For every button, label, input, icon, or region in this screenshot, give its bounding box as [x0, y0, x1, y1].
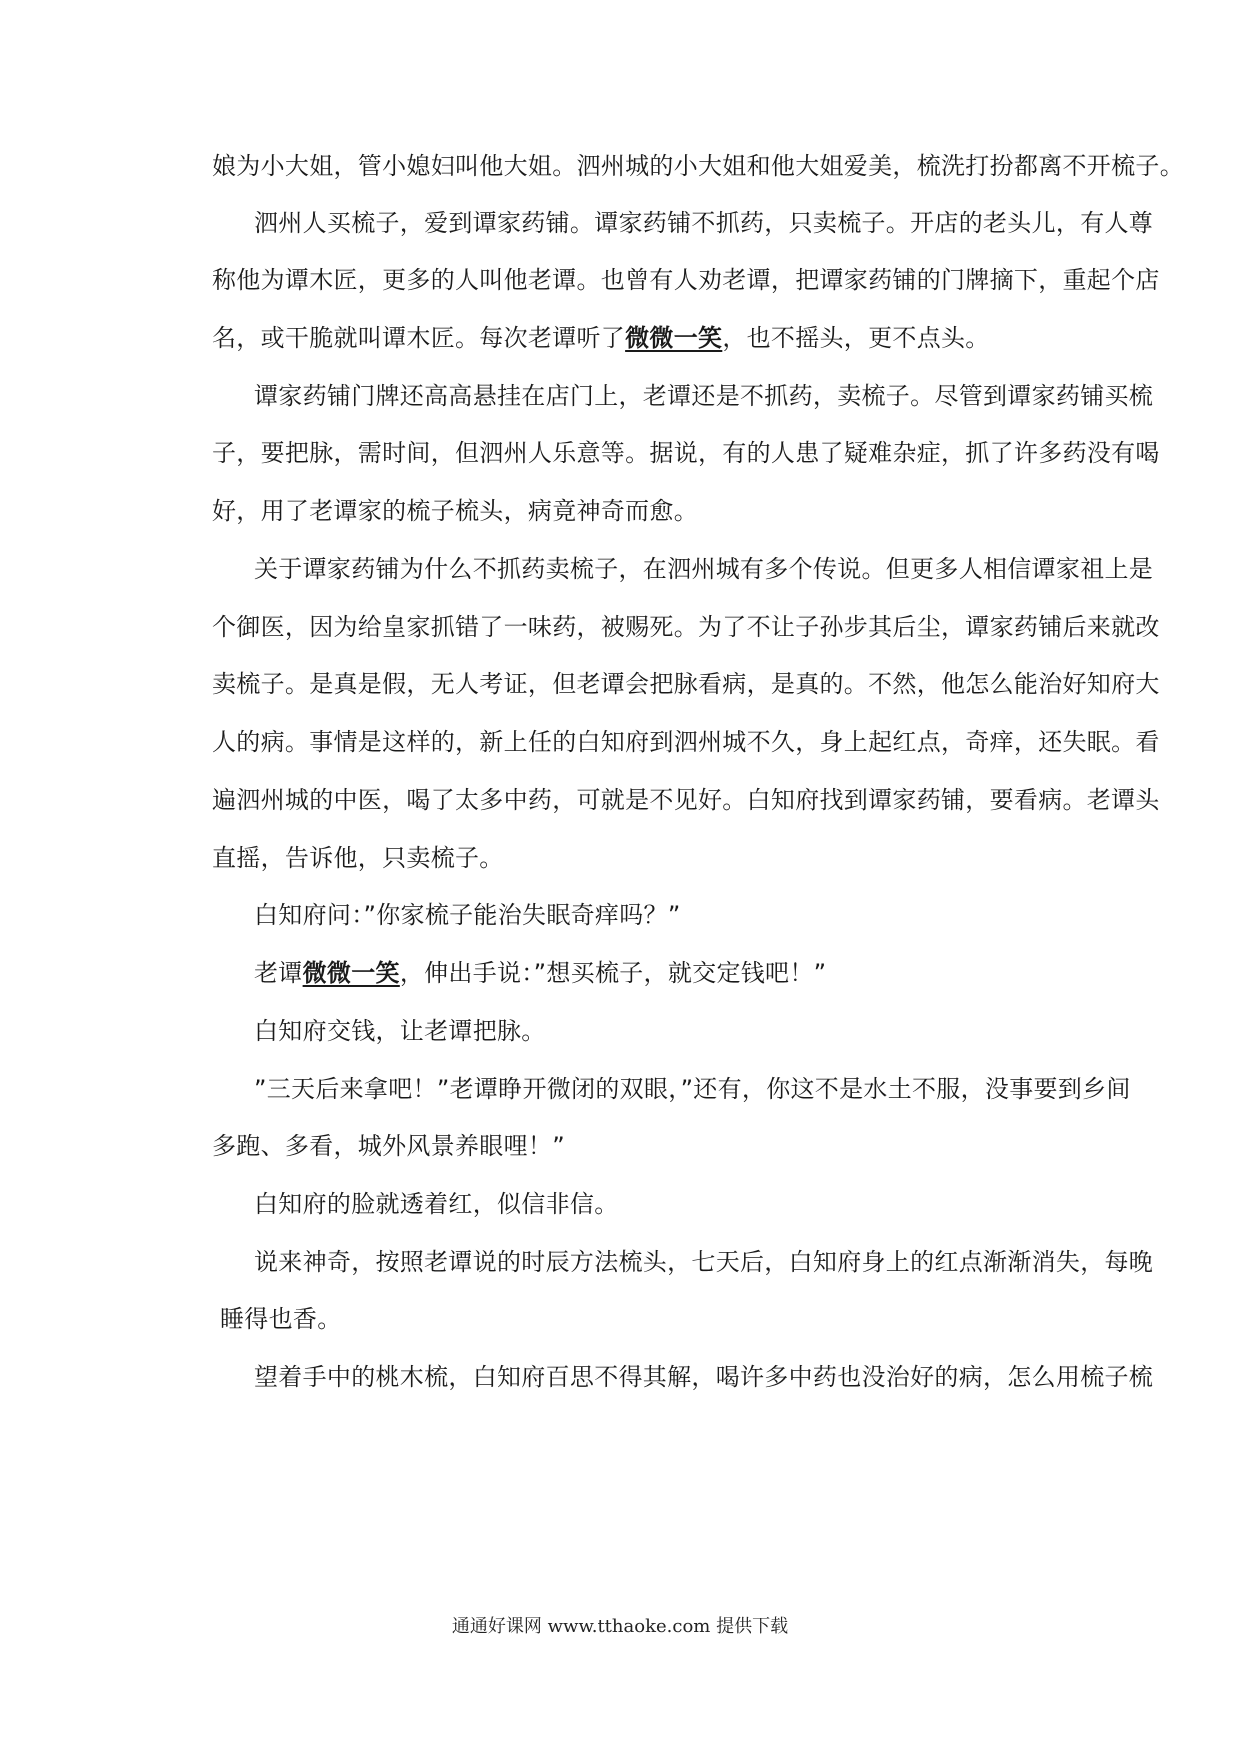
text-line: 好，用了老谭家的梳子梳头，病竟神奇而愈。	[212, 497, 698, 525]
text-line: 说来神奇，按照老谭说的时辰方法梳头，七天后，白知府身上的红点渐渐消失，每晚	[254, 1248, 1154, 1276]
text-line: 卖梳子。是真是假，无人考证，但老谭会把脉看病，是真的。不然，他怎么能治好知府大	[212, 670, 1160, 698]
emphasized-phrase: 微微一笑	[302, 959, 400, 987]
text-span: 名，或干脆就叫谭木匠。每次老谭听了	[212, 324, 626, 352]
emphasized-phrase: 微微一笑	[625, 324, 723, 352]
text-span: ，也不摇头，更不点头。	[722, 324, 990, 352]
text-line: 谭家药铺门牌还高高悬挂在店门上，老谭还是不抓药，卖梳子。尽管到谭家药铺买梳	[254, 382, 1154, 410]
text-line: 人的病。事情是这样的，新上任的白知府到泗州城不久，身上起红点，奇痒，还失眠。看	[212, 728, 1160, 756]
text-line	[212, 318, 1062, 358]
text-line: ”三天后来拿吧！”老谭睁开微闭的双眼，”还有，你这不是水土不服，没事要到乡间	[254, 1075, 1131, 1103]
text-line: 称他为谭木匠，更多的人叫他老谭。也曾有人劝老谭，把谭家药铺的门牌摘下，重起个店	[212, 266, 1160, 294]
text-line: 个御医，因为给皇家抓错了一味药，被赐死。为了不让子孙步其后尘，谭家药铺后来就改	[212, 613, 1160, 641]
text-line	[254, 953, 1104, 993]
text-line: 关于谭家药铺为什么不抓药卖梳子，在泗州城有多个传说。但更多人相信谭家祖上是	[254, 555, 1154, 583]
text-span: 老谭	[254, 959, 303, 987]
text-line: 白知府交钱，让老谭把脉。	[254, 1017, 546, 1045]
text-line: 望着手中的桃木梳，白知府百思不得其解，喝许多中药也没治好的病，怎么用梳子梳	[254, 1363, 1154, 1391]
text-line: 直摇，告诉他，只卖梳子。	[212, 844, 504, 872]
text-line: 娘为小大姐，管小媳妇叫他大姐。泗州城的小大姐和他大姐爱美，梳洗打扮都离不开梳子。	[212, 152, 1184, 180]
text-span: ，伸出手说：”想买梳子，就交定钱吧！”	[399, 959, 827, 987]
text-line: 白知府的脸就透着红，似信非信。	[254, 1190, 619, 1218]
text-line: 遍泗州城的中医，喝了太多中药，可就是不见好。白知府找到谭家药铺，要看病。老谭头	[212, 786, 1160, 814]
text-line: 泗州人买梳子，爱到谭家药铺。谭家药铺不抓药，只卖梳子。开店的老头儿，有人尊	[254, 209, 1154, 237]
page-footer: 通通好课网 www.tthaoke.com 提供下载	[451, 1616, 789, 1637]
text-line: 多跑、多看，城外风景养眼哩！”	[212, 1132, 565, 1160]
text-line: 白知府问：”你家梳子能治失眠奇痒吗？”	[254, 901, 681, 929]
text-line: 睡得也香。	[220, 1305, 342, 1333]
text-line: 子，要把脉，需时间，但泗州人乐意等。据说，有的人患了疑难杂症，抓了许多药没有喝	[212, 439, 1160, 467]
